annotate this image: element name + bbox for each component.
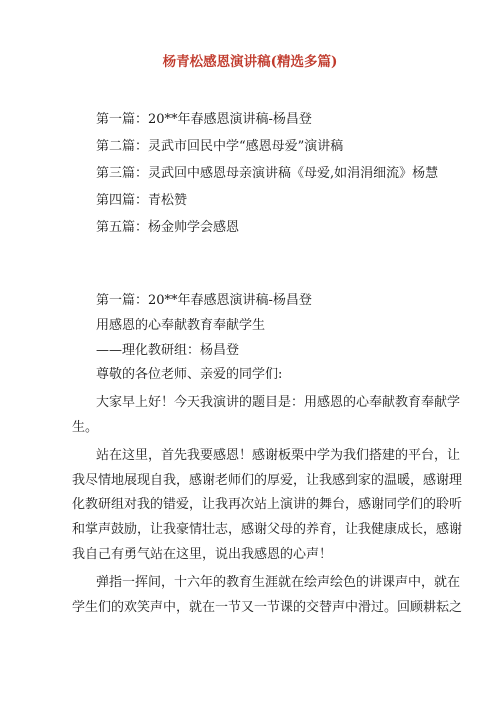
paragraph-line: 我尽情地展现自我，感谢老师们的厚爱，让我感到家的温暖，感谢理 bbox=[72, 472, 463, 488]
paragraph-line: 我自己有勇气站在这里，说出我感恩的心声！ bbox=[72, 546, 333, 562]
toc-item: 第四篇：青松赞 bbox=[96, 193, 188, 208]
greeting: 尊敬的各位老师、亲爱的同学们: bbox=[96, 367, 283, 383]
toc-item: 第五篇：杨金帅学会感恩 bbox=[96, 220, 240, 235]
author-line: ——理化教研组：杨昌登 bbox=[96, 342, 240, 358]
paragraph-line: 学生们的欢笑声中，就在一节又一节课的交替声中滑过。回顾耕耘之 bbox=[72, 599, 463, 615]
speech-title: 用感恩的心奉献教育奉献学生 bbox=[96, 317, 266, 333]
toc-item: 第三篇：灵武回中感恩母亲演讲稿《母爱,如涓涓细流》杨慧 bbox=[96, 166, 439, 181]
paragraph-line: 化教研组对我的错爱，让我再次站上演讲的舞台，感谢同学们的聆听 bbox=[72, 497, 463, 513]
toc-item: 第二篇：灵武市回民中学“感恩母爱”演讲稿 bbox=[96, 139, 344, 154]
table-of-contents bbox=[96, 106, 446, 241]
section-heading: 第一篇：20**年春感恩演讲稿-杨昌登 bbox=[96, 293, 312, 308]
paragraph-line: 弹指一挥间，十六年的教育生涯就在绘声绘色的讲课声中，就在 bbox=[96, 574, 461, 590]
paragraph-line: 生。 bbox=[72, 419, 99, 435]
toc-item: 第一篇：20**年春感恩演讲稿-杨昌登 bbox=[96, 112, 312, 127]
document-body bbox=[72, 289, 463, 620]
paragraph-line: 大家早上好！今天我演讲的题目是：用感恩的心奉献教育奉献学 bbox=[96, 395, 461, 411]
document-title: 杨青松感恩演讲稿(精选多篇) bbox=[162, 54, 338, 70]
paragraph-line: 和掌声鼓励，让我豪情壮志，感谢父母的养育，让我健康成长，感谢 bbox=[72, 522, 463, 538]
paragraph-line: 站在这里，首先我要感恩！感谢板栗中学为我们搭建的平台，让 bbox=[96, 447, 461, 463]
